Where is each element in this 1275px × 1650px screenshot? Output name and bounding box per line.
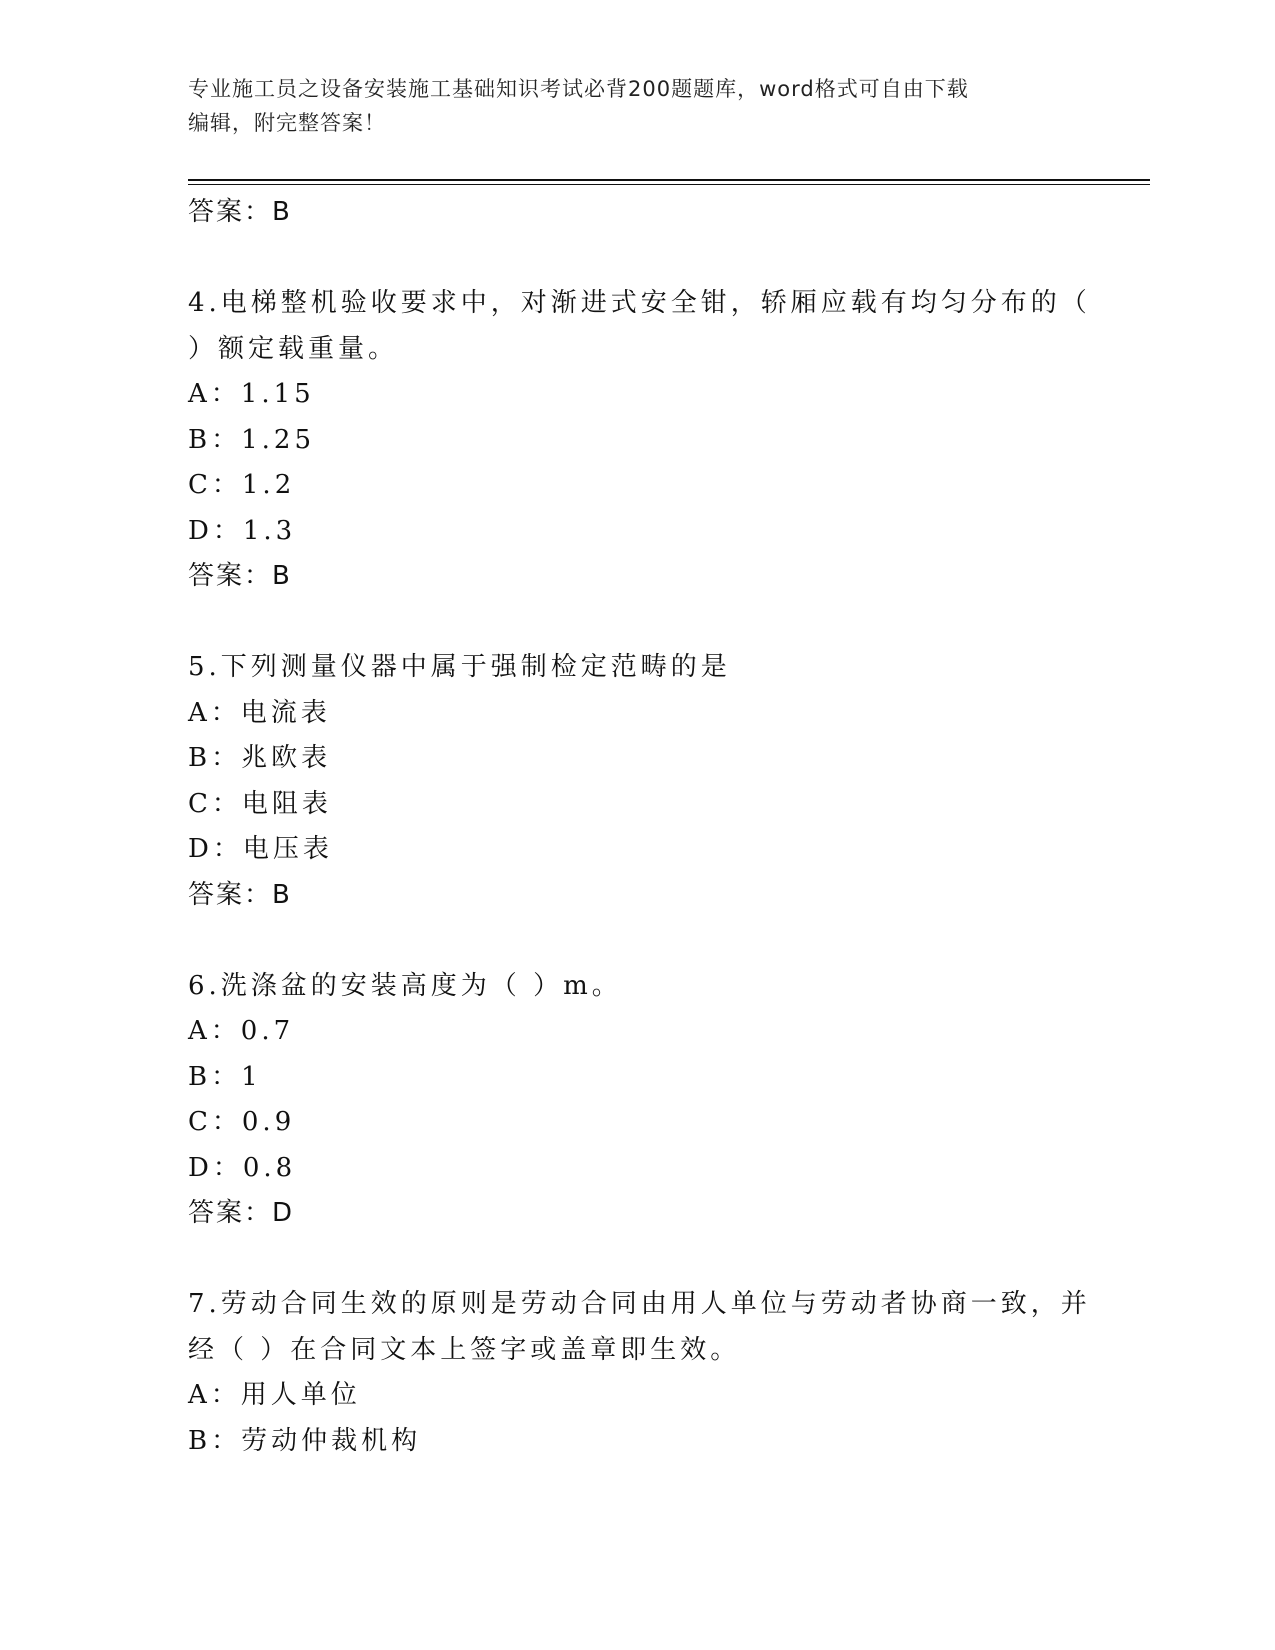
- option-d: D：0.8: [188, 1152, 297, 1183]
- question-text: 6.洗涤盆的安装高度为（ ）m。: [188, 970, 622, 1001]
- answer-label: 答案：B: [188, 561, 292, 591]
- header-rule-thick: [188, 179, 1150, 181]
- question-text: ）额定载重量。: [188, 333, 399, 364]
- spacer: [188, 918, 1088, 964]
- option-a: A：用人单位: [188, 1380, 361, 1410]
- question-6: [188, 964, 1088, 1237]
- option-d: D：电压表: [188, 834, 333, 864]
- option-d: D：1.3: [188, 515, 297, 546]
- option-c: C：电阻表: [188, 788, 332, 819]
- spacer: [188, 236, 1088, 282]
- option-c: C：1.2: [188, 470, 296, 500]
- answer-label: 答案：D: [188, 1198, 295, 1228]
- question-7: [188, 1282, 1091, 1464]
- option-a: A：0.7: [188, 1016, 295, 1046]
- question-4: [188, 281, 1091, 600]
- answer-label: 答案：B: [188, 879, 292, 910]
- spacer: [188, 600, 1088, 646]
- option-b: B：劳动仲裁机构: [188, 1425, 422, 1456]
- page-header: [188, 72, 1088, 140]
- question-5: [188, 645, 1088, 918]
- option-b: B：1: [188, 1061, 262, 1092]
- header-rule-thin: [188, 184, 1150, 185]
- answer-label: 答案：B: [188, 197, 292, 227]
- option-a: A：电流表: [188, 697, 331, 728]
- header-title-line-1: 专业施工员之设备安装施工基础知识考试必背200题题库，word格式可自由下载: [188, 77, 969, 101]
- option-a: A：1.15: [188, 379, 315, 409]
- question-text: 4.电梯整机验收要求中，对渐进式安全钳，轿厢应载有均匀分布的（: [188, 288, 1091, 318]
- question-text: 经（ ）在合同文本上签字或盖章即生效。: [188, 1334, 741, 1365]
- spacer: [188, 1237, 1088, 1283]
- option-b: B：兆欧表: [188, 743, 332, 773]
- header-title-line-2: 编辑，附完整答案！: [188, 111, 386, 135]
- question-text: 7.劳动合同生效的原则是劳动合同由用人单位与劳动者协商一致，并: [188, 1289, 1091, 1319]
- option-c: C：0.9: [188, 1107, 296, 1137]
- option-b: B：1.25: [188, 424, 315, 455]
- question-text: 5.下列测量仪器中属于强制检定范畴的是: [188, 652, 731, 682]
- question-list: [188, 190, 1091, 1464]
